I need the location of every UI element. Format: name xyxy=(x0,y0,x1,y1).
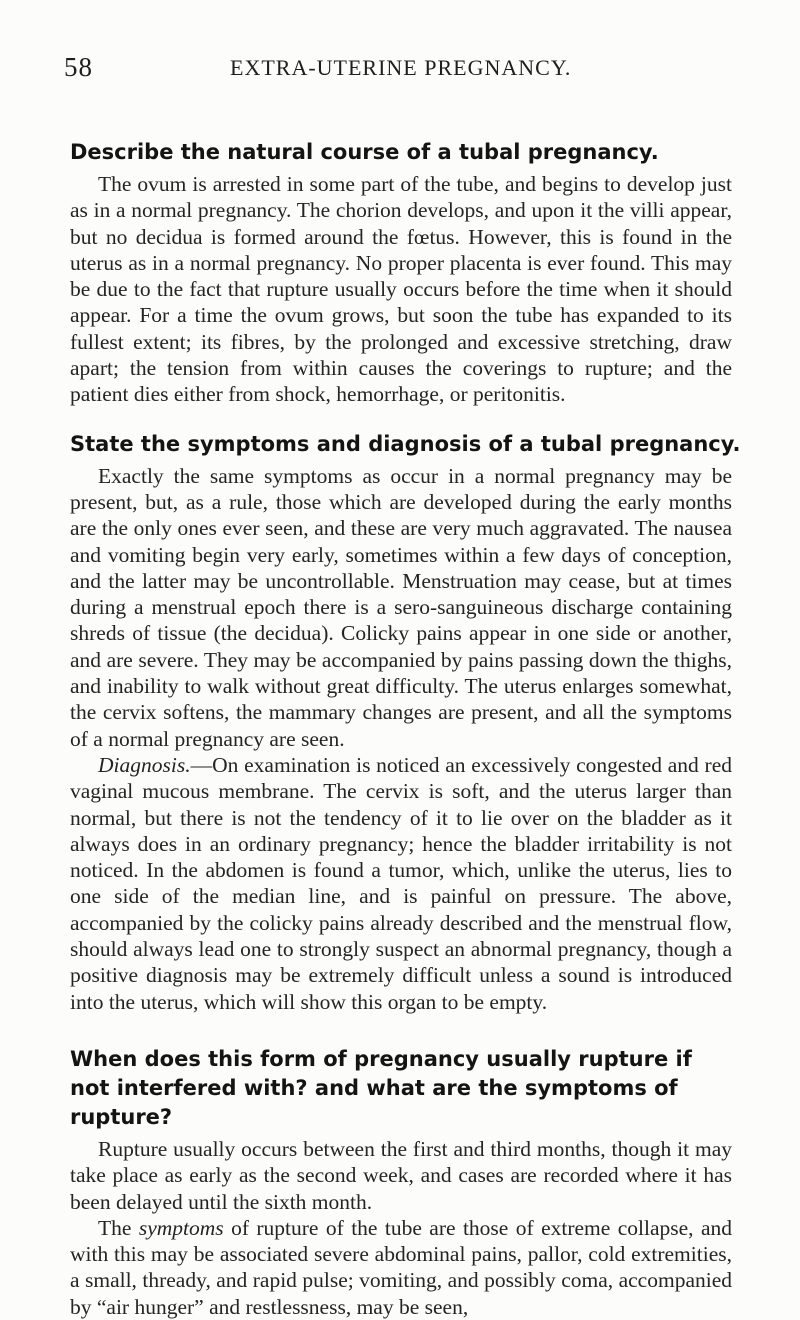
page-header xyxy=(64,52,732,92)
symptoms-prefix: The xyxy=(98,1215,139,1240)
question-heading-2: State the symptoms and diagnosis of a tubal pregnancy. xyxy=(70,431,741,456)
answer-paragraph: The ovum is arrested in some part of the tube, and begins to develop just as in a normal pregnancy. The chorion develops, and upon it the villi appear, but no decidua is formed around the fœtus. However, this is found in the uterus as in a normal pregnancy. No proper placenta is ever found. This may be due to the fact that rupture usually occurs before the time when it should appear. For a time the ovum grows, but soon the tube has expanded to its fullest extent; its fibres, by the prolonged and excessive stretching, draw apart; the tension from within causes the coverings to rupture; and the patient dies either from shock, hemorrhage, or peritonitis. xyxy=(70,172,732,407)
running-title: EXTRA-UTERINE PREGNANCY. xyxy=(230,55,572,80)
question-heading-3: When does this form of pregnancy usually rupture if not interfered with? and what are the symptoms of rupture? xyxy=(70,1046,692,1129)
symptoms-paragraph: Exactly the same symptoms as occur in a normal pregnancy may be present, but, as a rule, those which are developed during the early months are the only ones ever seen, and these are very much aggravated. The nausea and vomiting begin very early, sometimes within a few days of conception, and the latter may be uncontrollable. Menstruation may cease, but at times during a menstrual epoch there is a sero-sanguineous discharge containing shreds of tissue (the decidua). Colicky pains appear in one side or another, and are severe. They may be accompanied by pains passing down the thighs, and inability to walk without great difficulty. The uterus enlarges somewhat, the cervix softens, the mammary changes are present, and all the symptoms of a normal pregnancy are seen. xyxy=(70,463,732,751)
question-heading-1: Describe the natural course of a tubal pregnancy. xyxy=(70,140,659,164)
rupture-symptoms-paragraph xyxy=(70,1215,732,1320)
diagnosis-paragraph xyxy=(70,752,732,1015)
symptoms-label: symptoms xyxy=(138,1215,224,1240)
diagnosis-text: —On examination is noticed an excessively congested and red vaginal mucous membrane. The cervix is soft, and the uterus larger than normal, but there is not the tendency of it to lie over on the bladder as it always does in an ordinary pregnancy; hence the bladder irritability is not noticed. In the abdomen is found a tumor, which, unlike the uterus, lies to one side of the median line, and is painful on pressure. The above, accompanied by the colicky pains already described and the menstrual flow, should always lead one to strongly suspect an abnormal pregnancy, though a positive diagnosis may be extremely difficult unless a sound is introduced into the uterus, which will show this organ to be empty. xyxy=(70,752,732,1014)
symptoms-text: of rupture of the tube are those of extreme collapse, and with this may be associated severe abdominal pains, pallor, cold extremities, a small, thready, and rapid pulse; vomiting, and possibly coma, accompanied by “air hunger” and restlessness, may be seen, xyxy=(70,1215,732,1319)
page-number: 58 xyxy=(64,52,93,82)
rupture-paragraph: Rupture usually occurs between the first and third months, though it may take place as early as the second week, and cases are recorded where it has been delayed until the sixth month. xyxy=(70,1136,732,1214)
diagnosis-label: Diagnosis. xyxy=(98,752,191,777)
